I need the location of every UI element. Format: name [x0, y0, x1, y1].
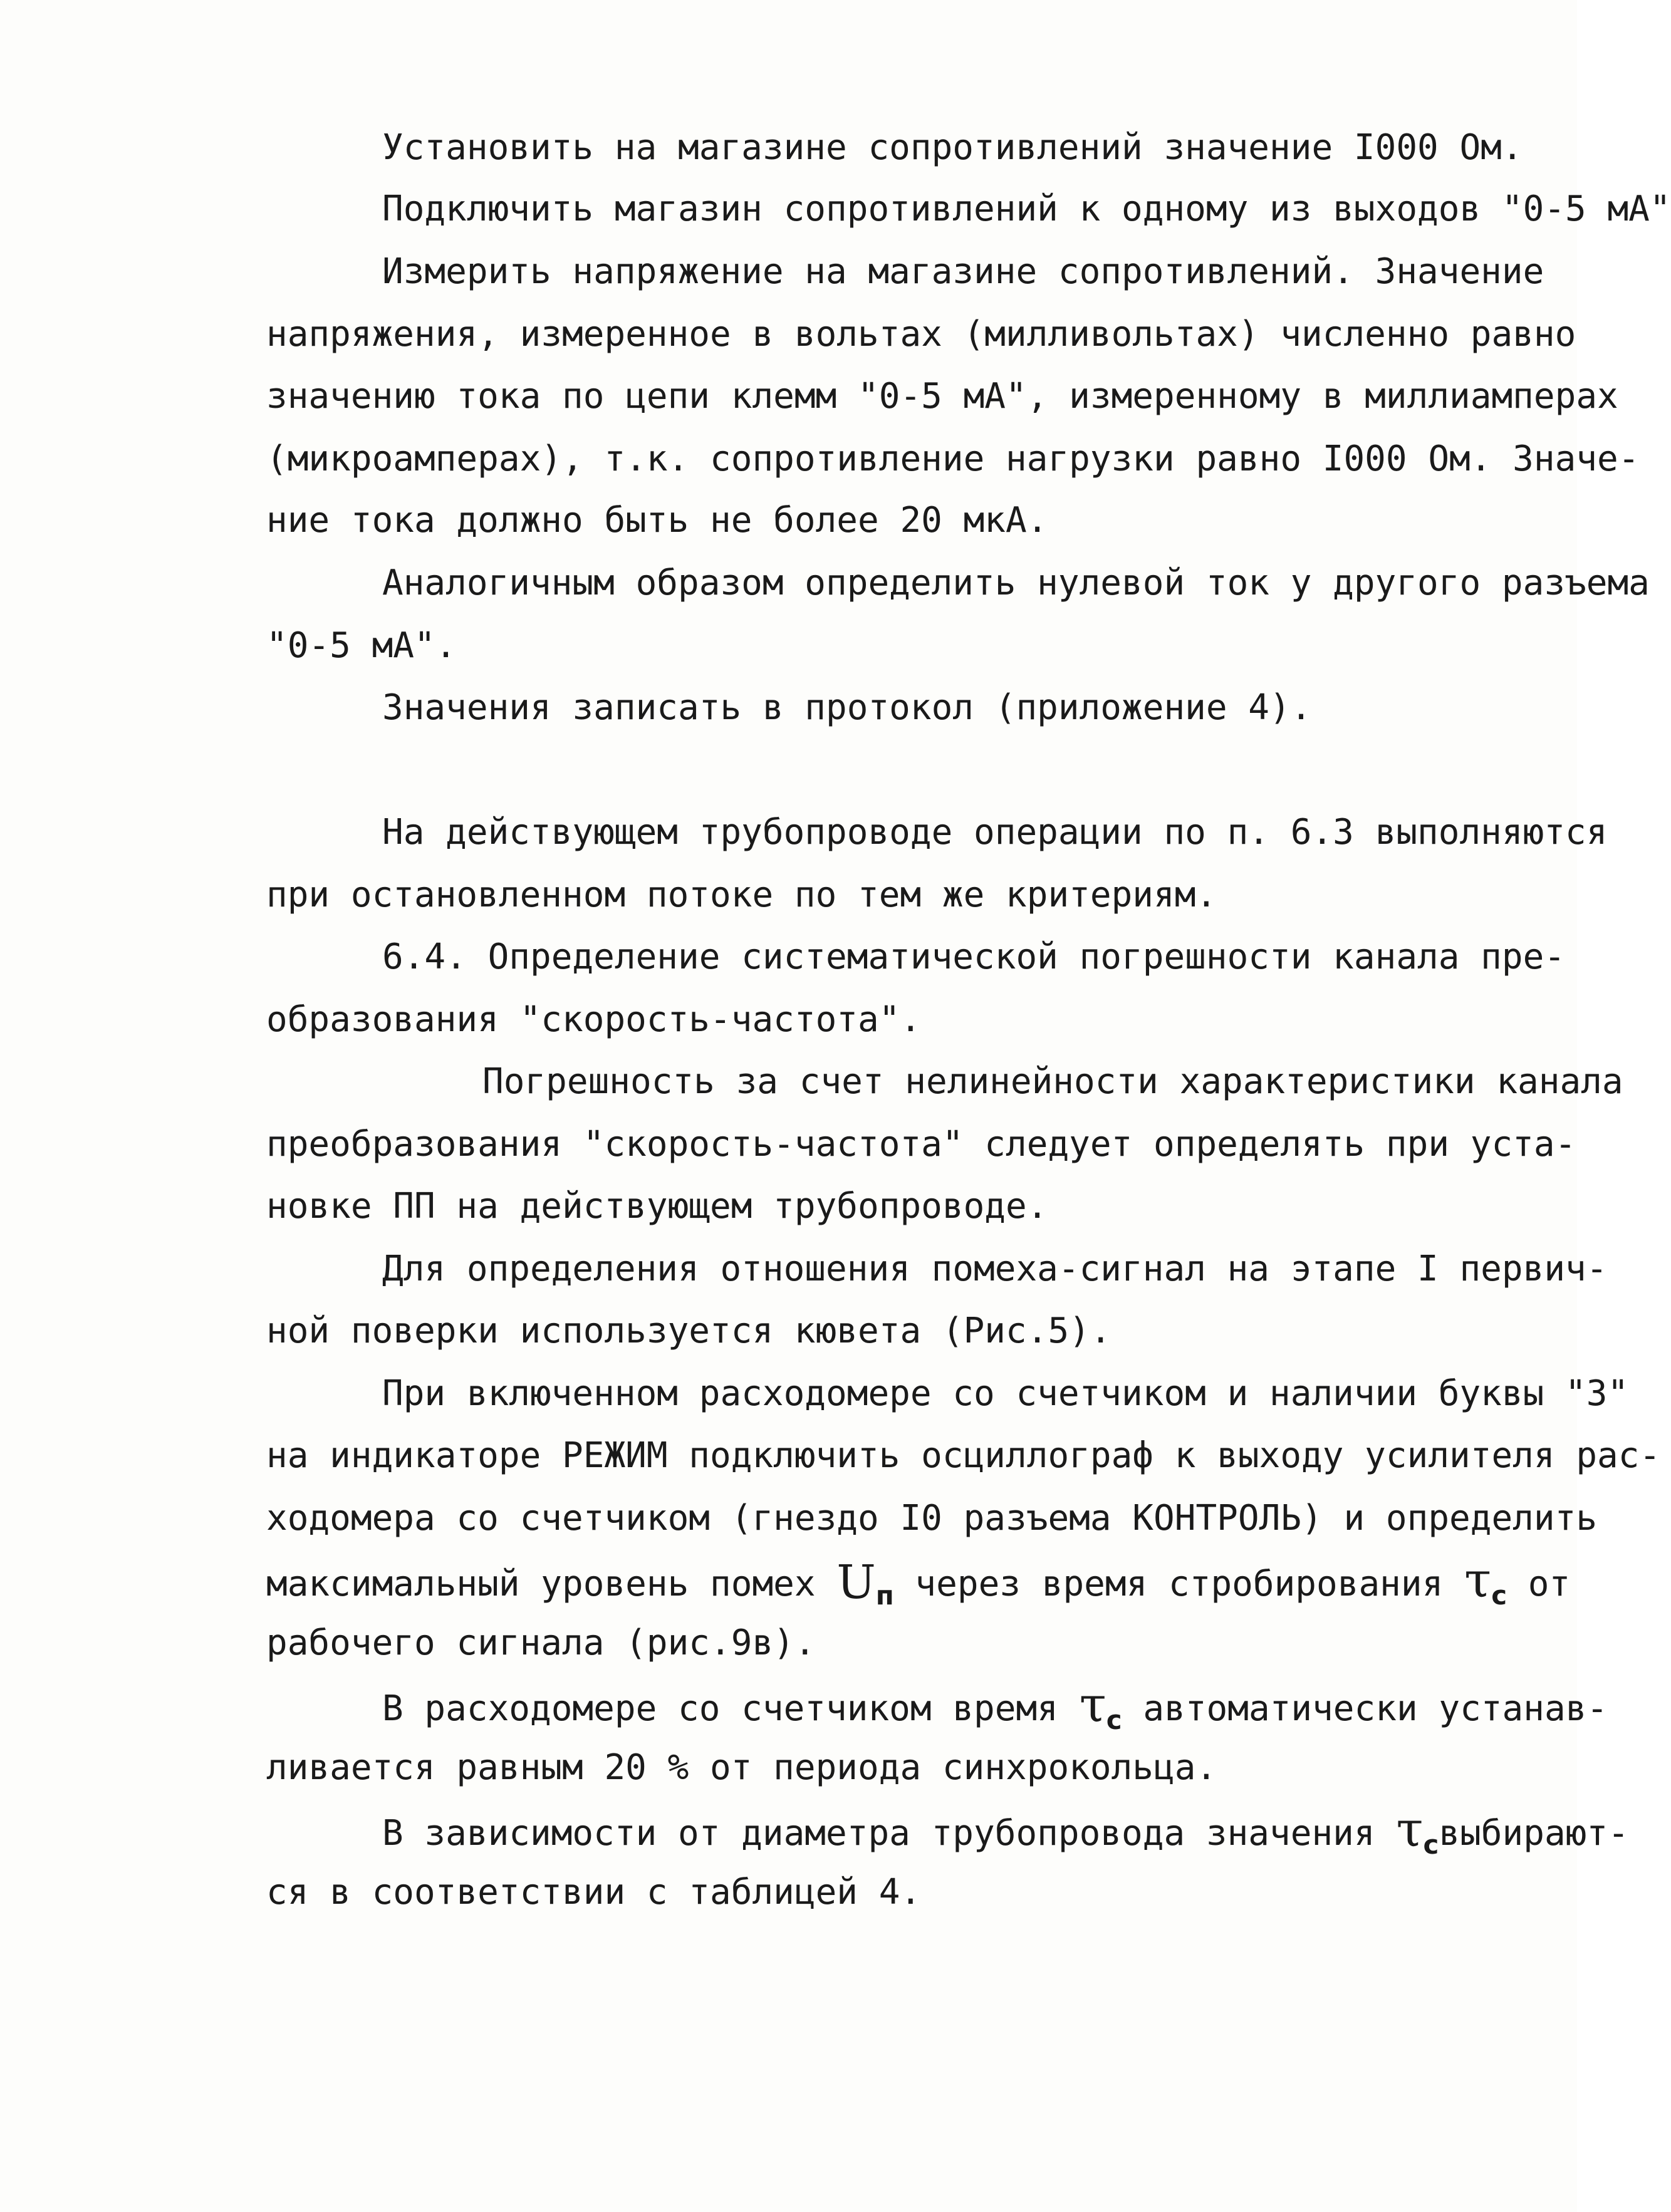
text-fragment: выбирают- [1439, 1813, 1629, 1854]
text-line: ной поверки используется кювета (Рис.5). [266, 1311, 1111, 1351]
section-heading: 6.4. Определение систематической погрешности канала пре- [382, 937, 1566, 977]
text-line: значению тока по цепи клемм "0-5 мА", измеренному в миллиамперах [266, 376, 1618, 417]
subscript: с [1106, 1705, 1122, 1735]
text-fragment: автоматически устанав- [1122, 1688, 1608, 1729]
text-line: ся в соответствии с таблицей 4. [266, 1872, 922, 1913]
text-line: Измерить напряжение на магазине сопротивлений. Значение [382, 251, 1544, 292]
text-line: Подключить магазин сопротивлений к одному из выходов "0-5 мА" [382, 189, 1671, 229]
text-fragment: максимальный уровень помех [266, 1564, 837, 1604]
text-line: новке ПП на действующем трубопроводе. [266, 1186, 1048, 1227]
text-line: Аналогичным образом определить нулевой ток у другого разъема [382, 563, 1650, 603]
text-fragment: В зависимости от диаметра трубопровода значения [382, 1813, 1397, 1854]
subscript: с [1423, 1829, 1439, 1860]
text-fragment: через время стробирования [893, 1564, 1465, 1604]
text-line: "0-5 мА". [266, 625, 457, 666]
text-line: преобразования "скорость-частота" следует определять при уста- [266, 1124, 1576, 1165]
symbol-U: U [836, 1555, 876, 1609]
text-line [382, 1802, 1629, 1867]
text-line: Установить на магазине сопротивлений значение I000 Ом. [382, 127, 1523, 168]
symbol-tau: τ [1396, 1802, 1424, 1858]
text-line: (микроамперах), т.к. сопротивление нагрузки равно I000 Ом. Значе- [266, 439, 1640, 479]
text-fragment: от [1507, 1564, 1571, 1604]
section-heading: образования "скорость-частота". [266, 999, 922, 1040]
text-line: ходомера со счетчиком (гнездо I0 разъема КОНТРОЛЬ) и определить [266, 1498, 1598, 1539]
text-line: Для определения отношения помеха-сигнал на этапе I первич- [382, 1249, 1608, 1289]
text-line: ливается равным 20 % от периода синхрокольца. [266, 1747, 1217, 1788]
text-line [382, 1677, 1608, 1743]
text-line: ние тока должно быть не более 20 мкА. [266, 500, 1048, 541]
text-line: на индикаторе РЕЖИМ подключить осциллограф к выходу усилителя рас- [266, 1435, 1661, 1476]
symbol-tau: τ [1464, 1552, 1492, 1609]
text-line: На действующем трубопроводе операции по п. 6.3 выполняются [382, 812, 1608, 853]
text-line: рабочего сигнала (рис.9в). [266, 1623, 816, 1663]
text-line: Значения записать в протокол (приложение 4). [382, 687, 1312, 728]
text-fragment: В расходомере со счетчиком время [382, 1688, 1080, 1729]
symbol-tau: τ [1079, 1677, 1106, 1733]
text-line: напряжения, измеренное в вольтах (милливольтах) численно равно [266, 314, 1576, 355]
text-line: при остановленном потоке по тем же критериям. [266, 875, 1217, 915]
subscript: с [1491, 1580, 1507, 1611]
text-line: Погрешность за счет нелинейности характеристики канала [482, 1061, 1623, 1102]
text-line: При включенном расходомере со счетчиком и наличии буквы "З" [382, 1373, 1629, 1414]
subscript: п [875, 1580, 894, 1611]
text-line [266, 1552, 1571, 1618]
